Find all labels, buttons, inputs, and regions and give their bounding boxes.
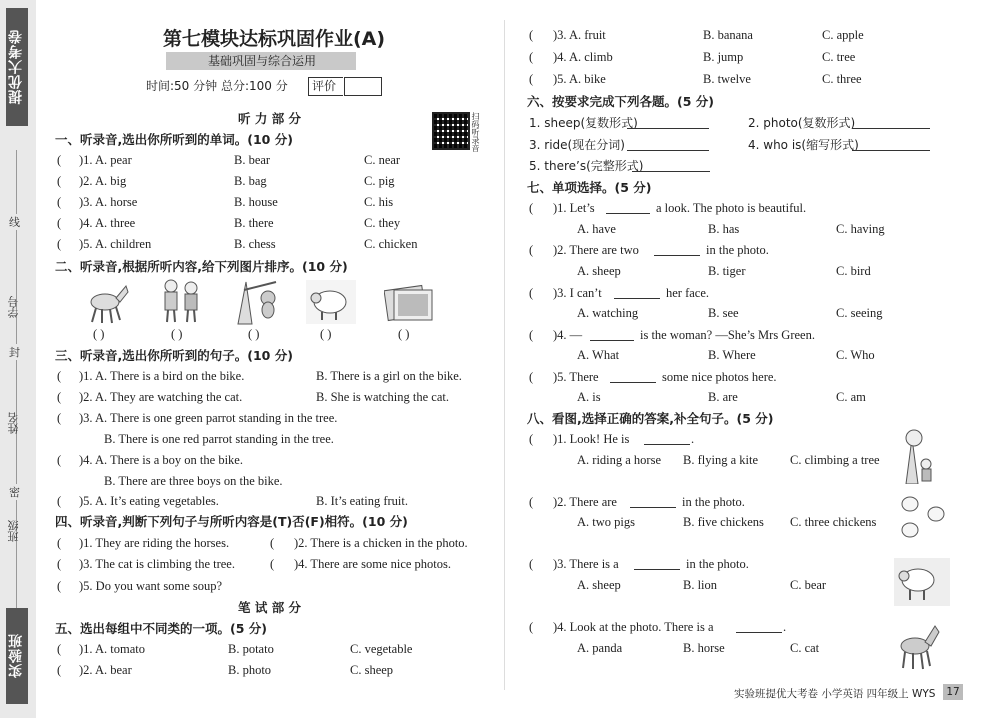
answer-blank[interactable] [627, 128, 709, 129]
paren: ( [529, 370, 534, 384]
paren: ( [529, 557, 534, 571]
horse-photo-picture [893, 620, 941, 672]
option-c[interactable]: C. am [836, 390, 866, 404]
transform-item-4: 4. who is(缩写形式) [748, 138, 859, 152]
question-1-4: )4. A. three [79, 216, 136, 230]
answer-blank[interactable] [610, 382, 656, 383]
paren: ( [57, 579, 62, 593]
option-c[interactable]: C. chicken [364, 237, 418, 251]
paren: ( [57, 411, 62, 425]
answer-blank[interactable] [852, 128, 930, 129]
time-score-meta: 时间:50 分钟 总分:100 分 [146, 79, 288, 93]
option-b[interactable]: B. twelve [703, 72, 751, 86]
paren: ( [57, 195, 62, 209]
paren: ( [57, 663, 62, 677]
choice-5-stem-b: some nice photos here. [662, 370, 777, 384]
option-c[interactable]: C. tree [822, 50, 856, 64]
question-3-2-b[interactable]: B. She is watching the cat. [316, 390, 449, 404]
tf-item-3: )3. The cat is climbing the tree. [79, 557, 235, 571]
paren: ( [57, 174, 62, 188]
option-c[interactable]: C. bear [790, 578, 827, 592]
option-c[interactable]: C. near [364, 153, 401, 167]
option-b[interactable]: B. horse [683, 641, 725, 655]
paren: ( [529, 495, 534, 509]
option-b[interactable]: B. photo [228, 663, 272, 677]
option-a[interactable]: A. sheep [577, 578, 621, 592]
picture-q2-stem-a: )2. There are [553, 495, 617, 509]
paren: ( [270, 557, 275, 571]
option-c[interactable]: C. sheep [350, 663, 394, 677]
paren: ( [529, 286, 534, 300]
picture-q4-stem-b: . [783, 620, 787, 634]
option-b[interactable]: B. there [234, 216, 274, 230]
sheep-picture [306, 280, 356, 324]
paren: ( [57, 453, 62, 467]
answer-blank[interactable] [614, 298, 660, 299]
tf-item-1: )1. They are riding the horses. [79, 536, 230, 550]
paren: ( [57, 494, 62, 508]
choice-5-stem-a: )5. There [553, 370, 599, 384]
option-c[interactable]: C. three [822, 72, 862, 86]
transform-item-2: 2. photo(复数形式) [748, 116, 856, 130]
choice-2-stem-b: in the photo. [706, 243, 769, 257]
option-b[interactable]: B. five chickens [683, 515, 764, 529]
paren: ( [57, 642, 62, 656]
question-5-1: )1. A. tomato [79, 642, 145, 656]
question-1-3: )3. A. horse [79, 195, 138, 209]
option-a[interactable]: A. panda [577, 641, 623, 655]
option-b[interactable]: B. tiger [708, 264, 746, 278]
tf-item-2: )2. There is a chicken in the photo. [294, 536, 468, 550]
question-1-5: )5. A. children [79, 237, 152, 251]
transform-item-5: 5. there’s(完整形式) [529, 159, 644, 173]
section-3-heading: 三、听录音,选出你所听到的句子。(10 分) [55, 348, 293, 363]
option-b[interactable]: B. potato [228, 642, 274, 656]
option-a[interactable]: A. is [577, 390, 601, 404]
order-bracket-1[interactable]: ( ) [93, 327, 105, 341]
option-c[interactable]: C. cat [790, 641, 820, 655]
answer-blank[interactable] [630, 507, 676, 508]
choice-1-stem-a: )1. Let’s [553, 201, 595, 215]
choice-4-stem-b: is the woman? —She’s Mrs Green. [640, 328, 815, 342]
page-divider [504, 20, 505, 690]
qr-caption: 扫码听录音 [471, 112, 480, 152]
paren: ( [529, 72, 534, 86]
option-c[interactable]: C. Who [836, 348, 875, 362]
question-3-1-b[interactable]: B. There is a girl on the bike. [316, 369, 462, 383]
section-2-heading: 二、听录音,根据所听内容,给下列图片排序。(10 分) [55, 259, 348, 274]
question-3-5-a[interactable]: )5. A. It’s eating vegetables. [79, 494, 219, 508]
monkey-tree-picture [232, 276, 282, 326]
option-c[interactable]: C. having [836, 222, 885, 236]
spine-bottom-band: 实验班 [6, 608, 28, 704]
chickens-picture [896, 492, 952, 542]
question-3-4-b[interactable]: B. There are three boys on the bike. [104, 474, 283, 488]
option-c[interactable]: C. his [364, 195, 394, 209]
picture-q1-stem-a: )1. Look! He is [553, 432, 630, 446]
photos-picture [384, 282, 436, 324]
paren: ( [529, 620, 534, 634]
option-a[interactable]: A. riding a horse [577, 453, 662, 467]
paren: ( [270, 536, 275, 550]
option-c[interactable]: C. vegetable [350, 642, 413, 656]
option-b[interactable]: B. see [708, 306, 739, 320]
paren: ( [529, 201, 534, 215]
choice-3-stem-b: her face. [666, 286, 710, 300]
answer-blank[interactable] [606, 213, 650, 214]
option-b[interactable]: B. Where [708, 348, 756, 362]
question-3-1-a[interactable]: )1. A. There is a bird on the bike. [79, 369, 245, 383]
option-c[interactable]: C. climbing a tree [790, 453, 880, 467]
picture-q3-stem-b: in the photo. [686, 557, 749, 571]
tf-item-4: )4. There are some nice photos. [294, 557, 452, 571]
answer-blank[interactable] [632, 171, 710, 172]
picture-q4-stem-a: )4. Look at the photo. There is a [553, 620, 714, 634]
option-c[interactable]: C. bird [836, 264, 871, 278]
paren: ( [529, 243, 534, 257]
option-a[interactable]: A. What [577, 348, 620, 362]
option-b[interactable]: B. lion [683, 578, 718, 592]
listening-heading: 听 力 部 分 [238, 111, 302, 126]
order-bracket-5[interactable]: ( ) [398, 327, 410, 341]
seal-mark-3: 密 [9, 486, 20, 499]
choice-1-stem-b: a look. The photo is beautiful. [656, 201, 807, 215]
paren: ( [57, 153, 62, 167]
answer-blank[interactable] [852, 150, 930, 151]
picture-q1-stem-b: . [691, 432, 695, 446]
transform-item-3: 3. ride(现在分词) [529, 138, 625, 152]
children-picture [156, 276, 206, 326]
section-7-heading: 七、单项选择。(5 分) [527, 180, 652, 195]
spine-top-band: 提优大考卷 [6, 8, 28, 126]
option-b[interactable]: B. jump [703, 50, 744, 64]
question-3-2-a[interactable]: )2. A. They are watching the cat. [79, 390, 243, 404]
answer-blank[interactable] [654, 255, 700, 256]
option-a[interactable]: A. have [577, 222, 616, 236]
question-3-4-a[interactable]: )4. A. There is a boy on the bike. [79, 453, 243, 467]
option-a[interactable]: A. two pigs [577, 515, 635, 529]
question-3-3-a[interactable]: )3. A. There is one green parrot standing in the tree. [79, 411, 338, 425]
page-number: 17 [943, 684, 963, 700]
order-bracket-2[interactable]: ( ) [171, 327, 183, 341]
writing-heading: 笔 试 部 分 [238, 600, 302, 615]
section-4-heading: 四、听录音,判断下列句子与所听内容是(T)否(F)相符。(10 分) [55, 514, 408, 529]
answer-blank[interactable] [590, 340, 634, 341]
eval-label: 评价 [312, 79, 337, 93]
question-3-3-b[interactable]: B. There is one red parrot standing in the tree. [104, 432, 334, 446]
option-c[interactable]: C. apple [822, 28, 864, 42]
paren: ( [57, 216, 62, 230]
question-1-2: )2. A. big [79, 174, 127, 188]
choice-2-stem-a: )2. There are two [553, 243, 639, 257]
name-label: 姓名 [7, 412, 20, 434]
paren: ( [57, 557, 62, 571]
option-b[interactable]: B. chess [234, 237, 276, 251]
choice-3-stem-a: )3. I can’t [553, 286, 602, 300]
sheep-photo-picture [894, 558, 950, 606]
picture-q2-stem-b: in the photo. [682, 495, 745, 509]
option-c[interactable]: C. they [364, 216, 401, 230]
question-5-4: )4. A. climb [553, 50, 613, 64]
order-bracket-3[interactable]: ( ) [248, 327, 260, 341]
answer-blank[interactable] [644, 444, 690, 445]
paren: ( [529, 50, 534, 64]
question-3-5-b[interactable]: B. It’s eating fruit. [316, 494, 408, 508]
paren: ( [529, 432, 534, 446]
option-b[interactable]: B. bear [234, 153, 271, 167]
qr-code-icon[interactable] [432, 112, 470, 150]
tf-item-5: )5. Do you want some soup? [79, 579, 223, 593]
option-c[interactable]: C. seeing [836, 306, 883, 320]
question-1-1: )1. A. pear [79, 153, 132, 167]
page-title: 第七模块达标巩固作业(A) [163, 28, 386, 50]
option-b[interactable]: B. flying a kite [683, 453, 758, 467]
footer-book-title: 实验班提优大考卷 小学英语 四年级上 WYS [734, 688, 936, 700]
seal-mark-1: 线 [9, 216, 20, 229]
eval-input-box[interactable] [344, 77, 382, 96]
option-b[interactable]: B. banana [703, 28, 753, 42]
paren: ( [57, 237, 62, 251]
student-id-label: 学号 [7, 296, 20, 318]
choice-4-stem-a: )4. — [553, 328, 583, 342]
picture-q3-stem-a: )3. There is a [553, 557, 619, 571]
section-8-heading: 八、看图,选择正确的答案,补全句子。(5 分) [527, 411, 774, 426]
seal-mark-2: 封 [9, 346, 20, 359]
option-c[interactable]: C. three chickens [790, 515, 877, 529]
paren: ( [57, 369, 62, 383]
page-subtitle: 基础巩固与综合运用 [208, 54, 317, 68]
option-a[interactable]: A. sheep [577, 264, 621, 278]
order-bracket-4[interactable]: ( ) [320, 327, 332, 341]
option-c[interactable]: C. pig [364, 174, 395, 188]
paren: ( [57, 390, 62, 404]
section-6-heading: 六、按要求完成下列各题。(5 分) [527, 94, 714, 109]
class-label: 班级 [7, 520, 20, 542]
option-b[interactable]: B. are [708, 390, 738, 404]
answer-blank[interactable] [736, 632, 782, 633]
option-b[interactable]: B. has [708, 222, 740, 236]
binding-spine [0, 0, 36, 718]
option-a[interactable]: A. watching [577, 306, 639, 320]
question-5-3: )3. A. fruit [553, 28, 606, 42]
option-b[interactable]: B. bag [234, 174, 267, 188]
paren: ( [529, 328, 534, 342]
answer-blank[interactable] [634, 569, 680, 570]
question-5-2: )2. A. bear [79, 663, 132, 677]
section-1-heading: 一、听录音,选出你所听到的单词。(10 分) [55, 132, 293, 147]
answer-blank[interactable] [627, 150, 709, 151]
option-b[interactable]: B. house [234, 195, 278, 209]
section-5-heading: 五、选出每组中不同类的一项。(5 分) [55, 621, 267, 636]
boy-climbing-tree-picture [896, 428, 936, 484]
paren: ( [57, 536, 62, 550]
horse-picture [80, 278, 130, 326]
question-5-5: )5. A. bike [553, 72, 606, 86]
transform-item-1: 1. sheep(复数形式) [529, 116, 638, 130]
paren: ( [529, 28, 534, 42]
